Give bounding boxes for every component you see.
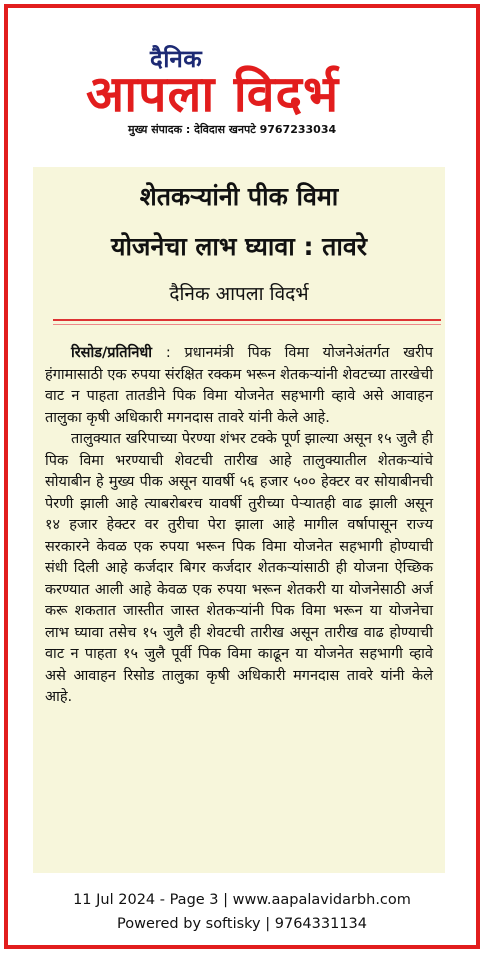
divider-rule-thin <box>53 324 441 325</box>
dateline: रिसोड/प्रतिनिधी <box>71 345 153 361</box>
headline-line-1: शेतकऱ्यांनी पीक विमा <box>139 182 339 211</box>
masthead-small-title: दैनिक <box>150 45 203 73</box>
paragraph-1-text: : प्रधानमंत्री पिक विमा योजनेअंतर्गत खरीप हंगामासाठी एक रुपया संरक्षित रक्कम भरून शेतकऱ्यांनी शेवटच्या तारखेची वाट न पाहता तातडीने पिक विमा योजनेत सहभागी व्हावे असे आवाहन तालुका कृषी अधिकारी मगनदास तावरे यांनी केले आहे. <box>45 345 433 426</box>
article-source: दैनिक आपला विदर्भ <box>169 283 309 305</box>
divider-rule <box>53 319 441 321</box>
footer-powered-by: Powered by softisky | 9764331134 <box>116 916 367 932</box>
article-body <box>45 343 433 709</box>
paragraph-2: तालुक्यात खरिपाच्या पेरण्या शंभर टक्के पूर्ण झाल्या असून १५ जुलै ही पिक विमा भरण्याची शेवटची तारीख आहे तालुक्यातील शेतकऱ्यांचे सोयाबीन हे मुख्य पीक असून यावर्षी ५६ हजार ५०० हेक्टर वर सोयाबीनची पेरणी झाली आहे त्याबरोबरच यावर्षी तुरीच्या पेऱ्यातही वाढ झाली असून १४ हजार हेक्टर वर तुरीचा पेरा झाला आहे मागील वर्षापासून राज्य सरकारने केवळ एक रुपया भरून पिक विमा योजनेत सहभागी होण्याची संधी दिली आहे कर्जदार बिगर कर्जदार शेतकऱ्यांसाठी ही योजना ऐच्छिक करण्यात आली आहे केवळ एक रुपया भरून शेतकरी या योजनेसाठी अर्ज करू शकतात जास्तीत जास्त शेतकऱ्यांनी पिक विमा भरून या योजनेचा लाभ घ्यावा तसेच १५ जुलै ही शेवटची तारीख असून तारीख वाढ होण्याची वाट न पाहता १५ जुलै पूर्वी पिक विमा काढून या योजनेत सहभागी व्हावे असे आवाहन रिसोड तालुका कृषी अधिकारी मगनदास तावरे यांनी केले आहे. <box>45 431 433 705</box>
masthead <box>0 36 484 140</box>
footer-date-page-website: 11 Jul 2024 - Page 3 | www.aapalavidarbh.com <box>73 892 411 908</box>
headline-line-2: योजनेचा लाभ घ्यावा : तावरे <box>110 232 368 261</box>
paragraph-1 <box>45 343 433 429</box>
article-clipping <box>33 167 445 873</box>
masthead-title: आपला विदर्भ <box>86 65 340 123</box>
editor-line: मुख्य संपादक : देविदास खनपटे 9767233034 <box>128 123 337 136</box>
